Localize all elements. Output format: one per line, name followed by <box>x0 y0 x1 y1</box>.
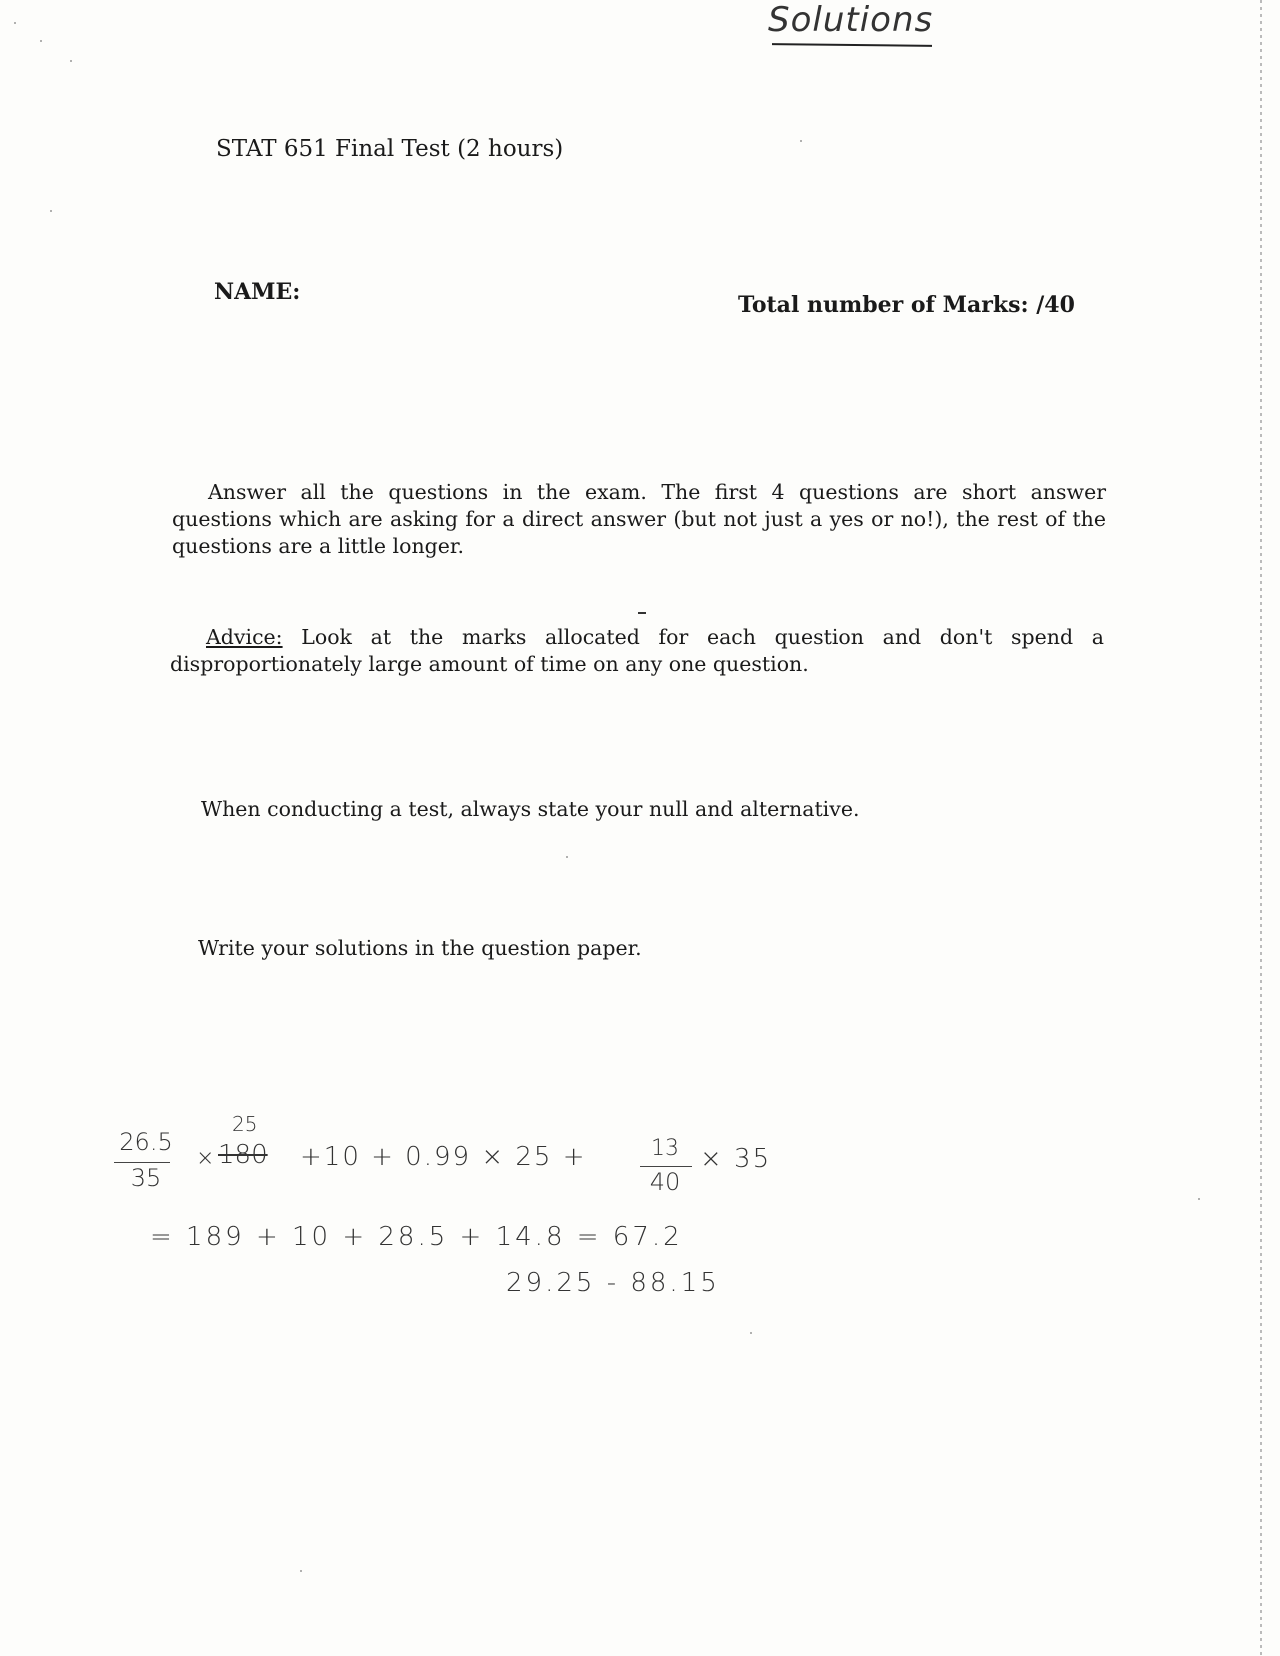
name-label: NAME: <box>214 279 301 305</box>
solutions-instructions: Write your solutions in the question paper. <box>198 936 642 960</box>
scan-speck <box>50 210 52 212</box>
general-instructions: Answer all the questions in the exam. The first 4 questions are short answer questions which are asking for a direct answer (but not just a yes or no!), the rest of the questions are a little longer. <box>172 480 1106 558</box>
hw-crossed-value: 180 <box>218 1140 268 1170</box>
handwritten-solutions-note: Solutions <box>768 0 934 40</box>
exam-title: STAT 651 Final Test (2 hours) <box>216 136 564 162</box>
total-marks: Total number of Marks: /40 <box>738 292 1075 318</box>
hw-line2: = 189 + 10 + 28.5 + 14.8 = 67.2 <box>150 1222 683 1252</box>
hw-times-sign: × <box>196 1146 215 1171</box>
advice-paragraph <box>170 624 1104 678</box>
hw-frac1-bar <box>114 1162 170 1163</box>
scan-speck <box>40 40 42 42</box>
hw-frac2-bar <box>640 1166 692 1167</box>
advice-text: Look at the marks allocated for each question and don't spend a disproportionately large amount of time on any one question. <box>170 625 1104 676</box>
hw-line1-tail: × 35 <box>700 1144 772 1174</box>
scan-speck <box>14 22 16 24</box>
page-edge <box>1260 0 1262 1656</box>
advice-label: Advice: <box>206 625 283 649</box>
hw-line3: 29.25 - 88.15 <box>506 1268 720 1298</box>
scan-speck <box>1198 1198 1200 1200</box>
scan-speck <box>800 140 802 142</box>
hw-frac1-numerator: 26.5 <box>119 1128 173 1156</box>
hw-frac2-denominator: 40 <box>649 1168 681 1196</box>
test-instructions: When conducting a test, always state your null and alternative. <box>201 797 860 821</box>
hw-frac2-numerator: 13 <box>651 1136 679 1161</box>
scan-speck <box>566 856 568 858</box>
scan-speck <box>300 1570 302 1572</box>
scan-speck <box>750 1332 752 1334</box>
hw-line1-mid: +10 + 0.99 × 25 + <box>300 1142 587 1172</box>
hw-frac1-denominator: 35 <box>130 1164 162 1192</box>
scan-speck <box>70 60 72 62</box>
handwritten-underline <box>772 43 932 47</box>
stray-mark <box>638 612 646 614</box>
hw-above-crossed: 25 <box>232 1112 258 1136</box>
